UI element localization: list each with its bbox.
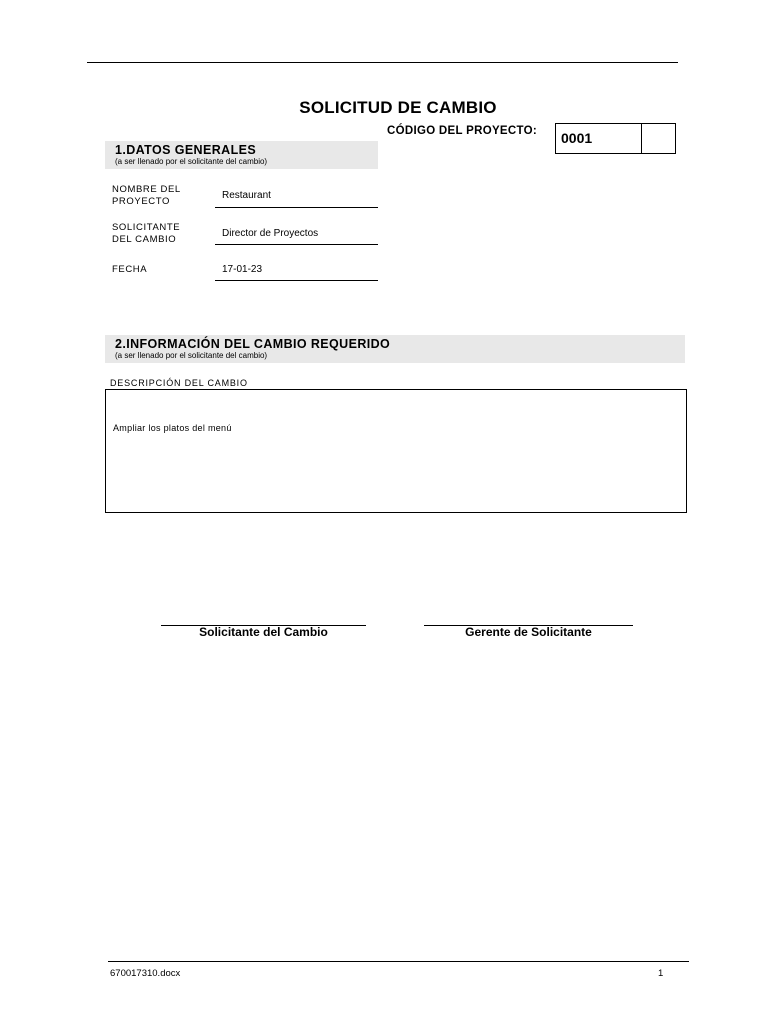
header-rule: [87, 62, 678, 63]
requester-value: Director de Proyectos: [222, 228, 319, 239]
section-change-info-title: 2.INFORMACIÓN DEL CAMBIO REQUERIDO: [115, 337, 391, 351]
change-description-label: DESCRIPCIÓN DEL CAMBIO: [110, 378, 248, 388]
project-name-label: NOMBRE DEL PROYECTO: [112, 184, 181, 207]
change-description-box: [105, 389, 687, 513]
project-name-value: Restaurant: [222, 190, 271, 201]
footer-rule: [108, 961, 689, 962]
document-title: SOLICITUD DE CAMBIO: [299, 98, 497, 117]
requester-label: SOLICITANTE DEL CAMBIO: [112, 222, 181, 245]
section-general-data-title: 1.DATOS GENERALES: [115, 143, 257, 157]
date-underline: [215, 280, 378, 281]
signature-label-manager: Gerente de Solicitante: [465, 625, 592, 639]
footer-page-number: 1: [658, 968, 664, 979]
project-code-label: CÓDIGO DEL PROYECTO:: [387, 125, 537, 137]
project-name-underline: [215, 207, 378, 208]
footer-filename: 670017310.docx: [110, 968, 181, 979]
section-change-info-header: [105, 335, 685, 363]
change-description-text: Ampliar los platos del menú: [113, 423, 232, 433]
requester-underline: [215, 244, 378, 245]
date-label: FECHA: [112, 264, 148, 275]
date-value: 17-01-23: [222, 264, 263, 275]
project-code-box: [555, 123, 676, 154]
project-code-divider: [641, 124, 642, 153]
section-general-data-subtitle: (a ser llenado por el solicitante del cambio): [115, 157, 268, 166]
signature-label-requester: Solicitante del Cambio: [199, 625, 328, 639]
section-general-data-header: [105, 141, 378, 169]
section-change-info-subtitle: (a ser llenado por el solicitante del cambio): [115, 351, 268, 360]
project-code-value: 0001: [561, 130, 593, 146]
